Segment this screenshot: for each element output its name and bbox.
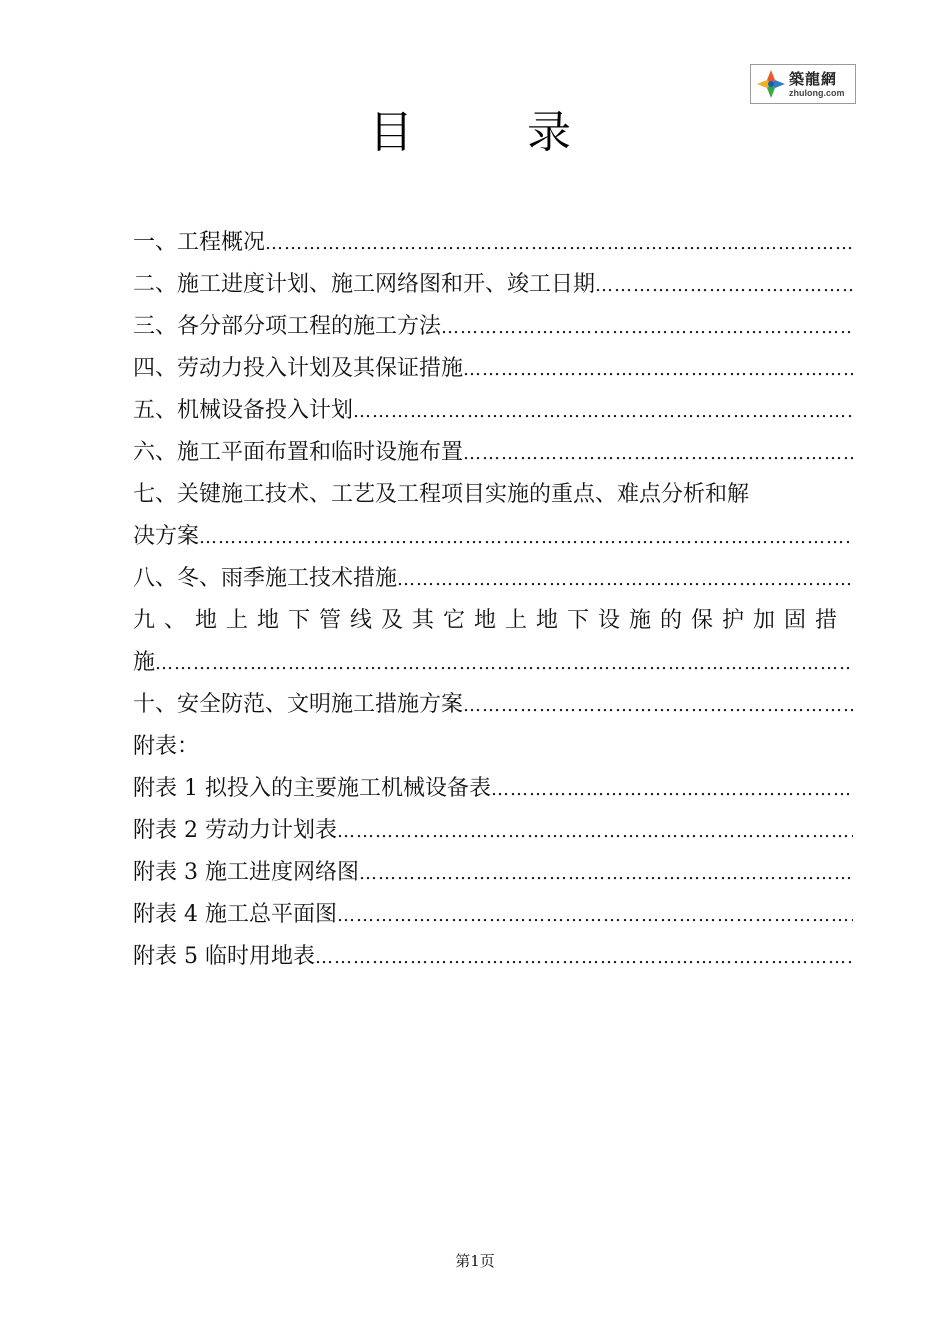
toc-dot-leader [315,937,853,978]
toc-entry-text: 附表 1 拟投入的主要施工机械设备表 [133,776,491,801]
toc-entry [133,894,853,936]
toc-dot-leader [397,559,853,600]
toc-dot-leader [337,895,853,936]
toc-entry [133,726,853,768]
toc-dot-leader [491,769,853,810]
toc-entry [133,474,853,516]
toc-entry [133,600,853,642]
toc-dot-leader [359,853,853,894]
toc-entry [133,306,853,348]
toc-entry-text: 六、施工平面布置和临时设施布置 [133,440,464,465]
toc-entry [133,432,853,474]
toc-entry-text: 附表 4 施工总平面图 [133,902,337,927]
toc-dot-leader [463,685,853,726]
toc-dot-leader [265,223,853,264]
toc-dot-leader [337,811,853,852]
toc-entry [133,390,853,432]
toc-entry [133,684,853,726]
toc-entry [133,558,853,600]
toc-dot-leader [463,433,853,474]
toc-dot-leader [155,643,853,684]
toc-entry-text: 附表 2 劳动力计划表 [133,818,337,843]
logo-text-en: zhulong.com [789,88,845,98]
toc-entry-text: 附表 5 临时用地表 [133,944,315,969]
toc-dot-leader [595,265,853,306]
toc-entry-text: 九、地上地下管线及其它地上地下设施的保护加固措 [133,608,847,633]
toc-entry-text: 四、劳动力投入计划及其保证措施 [133,356,464,381]
toc-entry-text: 十、安全防范、文明施工措施方案 [133,692,464,717]
toc-entry [133,222,853,264]
toc-entry-text: 附表： [133,734,200,759]
toc-dot-leader [463,349,853,390]
toc-entry-text: 决方案 [133,524,200,549]
toc-entry-text: 三、各分部分项工程的施工方法 [133,314,442,339]
toc-entry [133,516,853,558]
toc-entry-text: 一、工程概况 [133,230,266,255]
toc-entry-text: 八、冬、雨季施工技术措施 [133,566,398,591]
toc-entry [133,264,853,306]
toc-entry-text: 施 [133,650,156,675]
toc-entry [133,768,853,810]
toc-entry [133,810,853,852]
toc-entry-text: 二、施工进度计划、施工网络图和开、竣工日期 [133,272,596,297]
toc-entry-text: 附表 3 施工进度网络图 [133,860,359,885]
toc-entry [133,348,853,390]
page-title: 目 录 [369,107,621,158]
toc-entry [133,642,853,684]
page-number: 第1页 [455,1252,495,1270]
toc-dot-leader [353,391,853,432]
toc-entry [133,936,853,978]
toc-entry-text: 五、机械设备投入计划 [133,398,354,423]
toc-entry-text: 七、关键施工技术、工艺及工程项目实施的重点、难点分析和解 [133,482,750,507]
table-of-contents [133,222,853,978]
toc-dot-leader [199,517,853,558]
toc-dot-leader [441,307,853,348]
toc-entry [133,852,853,894]
logo-text-cn: 築龍網 [789,70,838,88]
